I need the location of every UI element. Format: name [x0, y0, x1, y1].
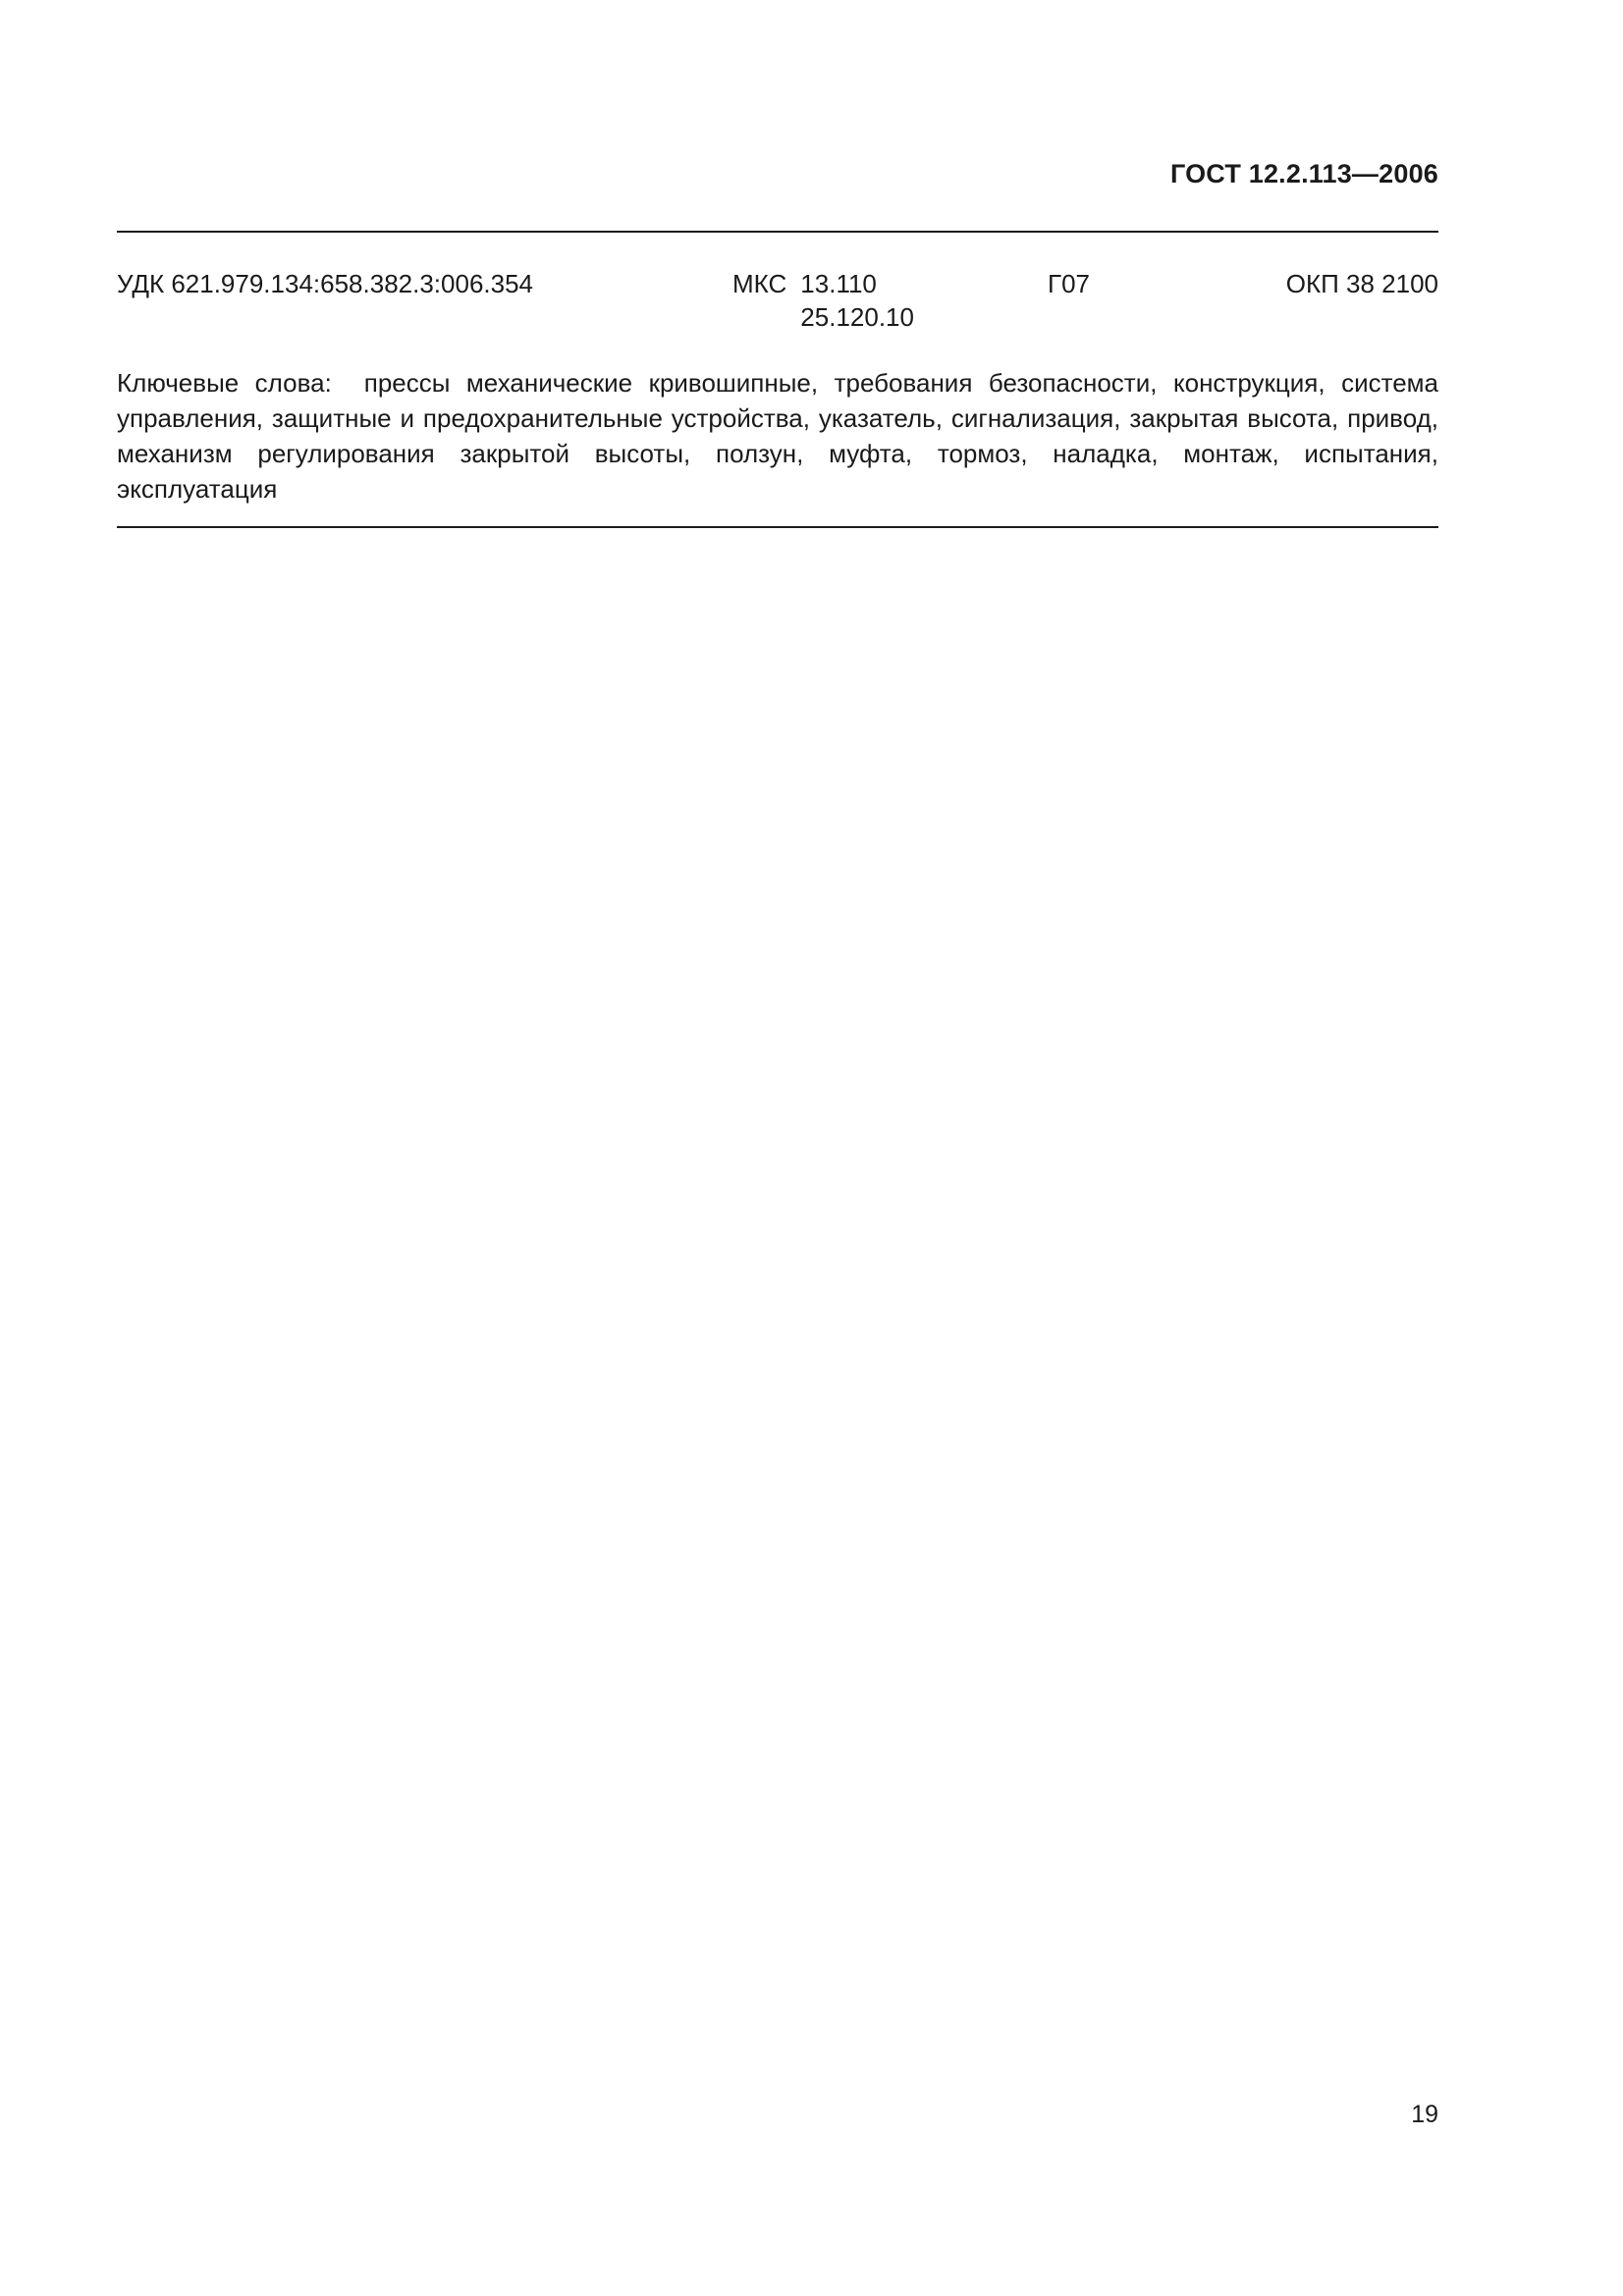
group-code: Г07	[1048, 269, 1090, 298]
keywords-text: прессы механические кривошипные, требования безопасности, конструкция, система управления, защитные и предохранительные устройства, указатель, сигнализация, закрытая высота, привод, механизм регулирования закрытой высоты, ползун, муфта, тормоз, наладка, монтаж, испытания, эксплуатация	[117, 368, 1438, 504]
okp-code: ОКП 38 2100	[1285, 269, 1438, 298]
mks-value: 13.110	[800, 269, 877, 298]
bottom-divider	[117, 526, 1438, 528]
page-number: 19	[1411, 2101, 1438, 2128]
mks-code	[732, 267, 914, 334]
udk-code: УДК 621.979.134:658.382.3:006.354	[117, 269, 534, 298]
mks-value: 25.120.10	[800, 302, 914, 332]
mks-values	[800, 267, 914, 334]
standard-designation: ГОСТ 12.2.113—2006	[1169, 159, 1438, 188]
classification-codes	[117, 267, 1438, 336]
mks-label: МКС	[732, 269, 787, 298]
keywords-label: Ключевые слова:	[117, 368, 332, 398]
top-divider	[117, 231, 1438, 233]
keywords-paragraph	[117, 365, 1438, 507]
